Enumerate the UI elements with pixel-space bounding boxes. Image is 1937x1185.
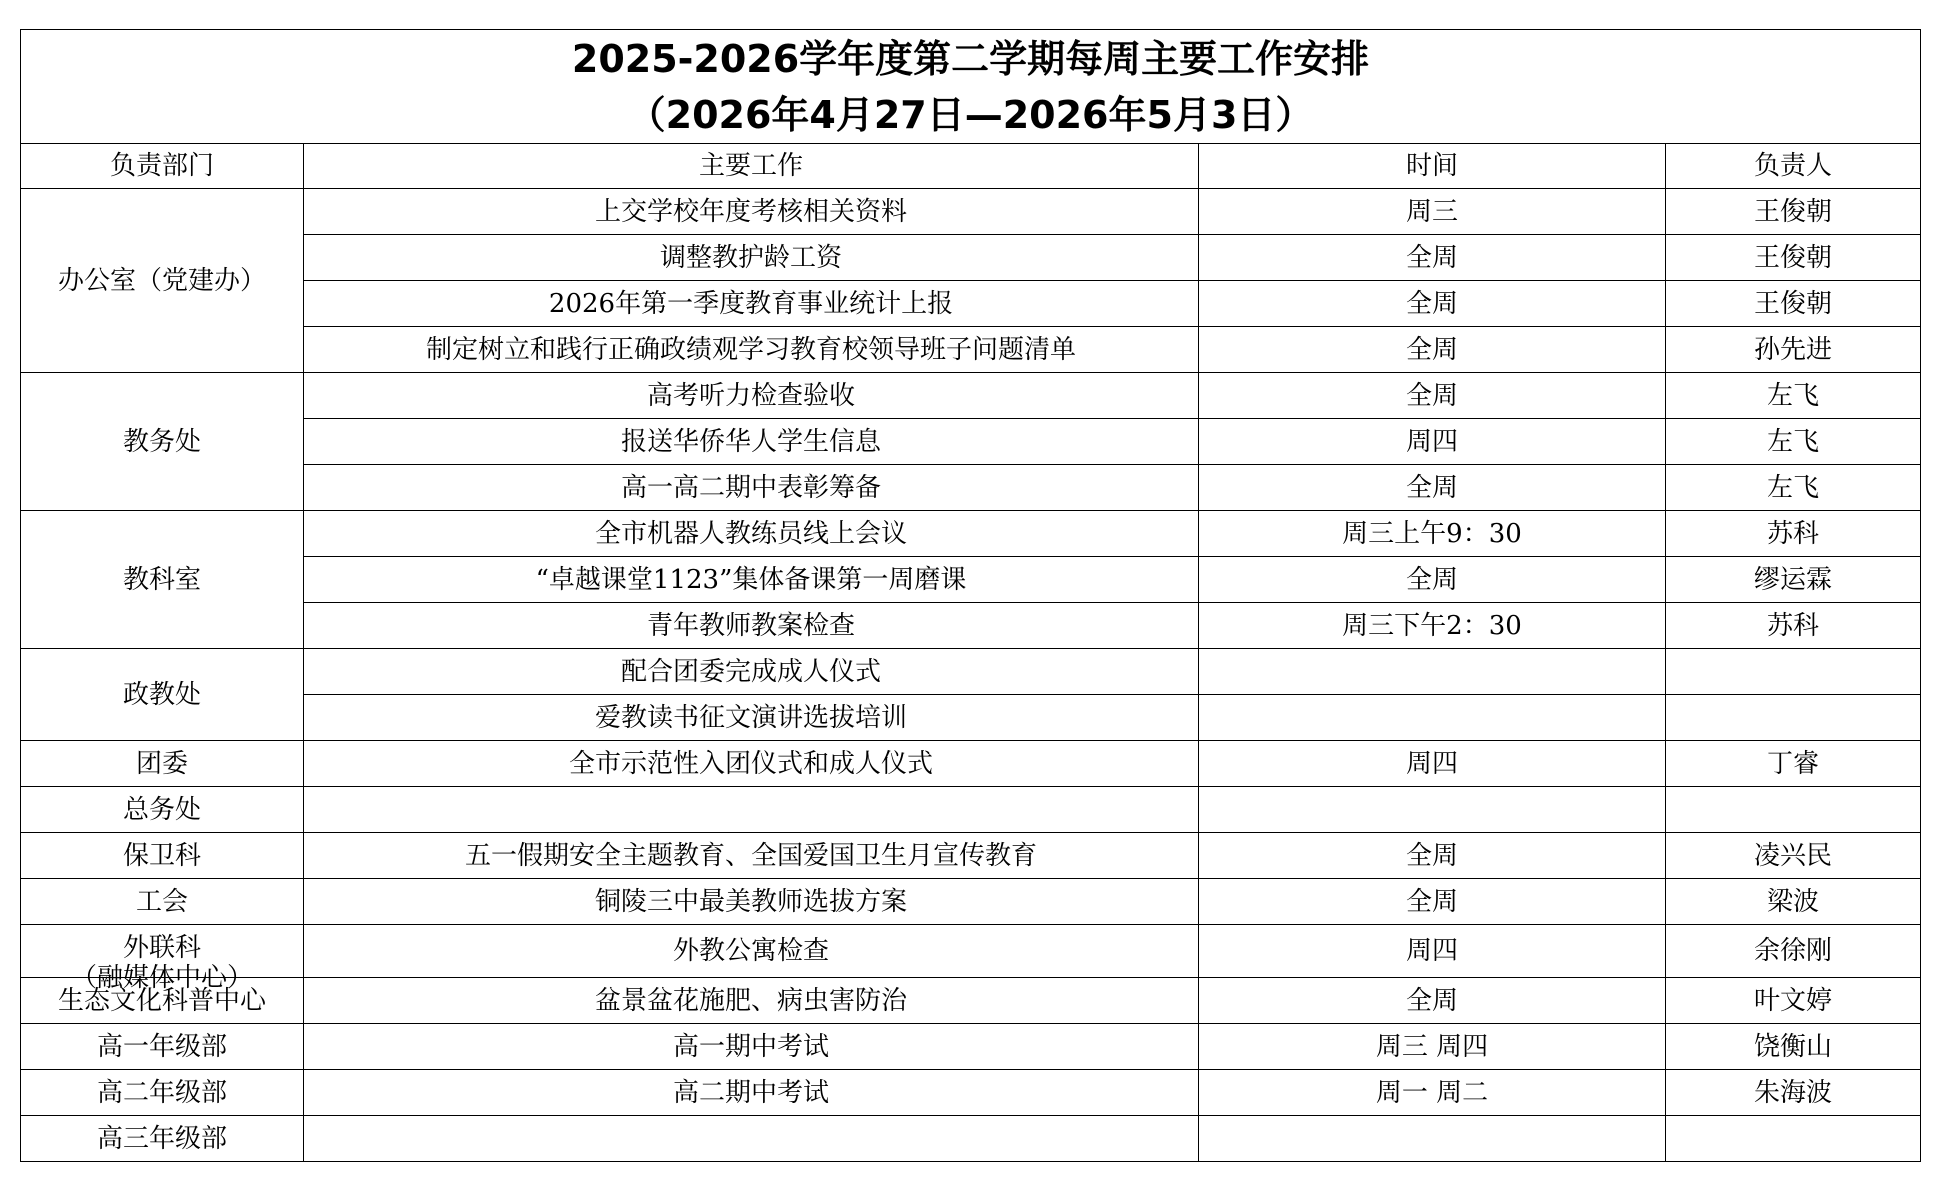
dept-label: 外联科 [122,933,201,963]
table-row [21,649,1921,695]
time-cell [1199,787,1666,833]
dept-cell: 办公室（党建办） [21,189,304,373]
time-cell: 全周 [1199,281,1666,327]
work-cell: 上交学校年度考核相关资料 [304,189,1199,235]
person-cell [1666,695,1921,741]
work-cell: 外教公寓检查 [304,925,1199,978]
work-cell: 全市机器人教练员线上会议 [304,511,1199,557]
table-row [21,281,1921,327]
person-cell: 叶文婷 [1666,978,1921,1024]
dept-sublabel: （融媒体中心） [70,963,253,993]
person-cell: 朱海波 [1666,1070,1921,1116]
person-cell [1666,649,1921,695]
work-cell [304,787,1199,833]
time-cell [1199,1116,1666,1162]
work-cell: 高考听力检查验收 [304,373,1199,419]
table-row [21,787,1921,833]
work-cell: 五一假期安全主题教育、全国爱国卫生月宣传教育 [304,833,1199,879]
table-row [21,189,1921,235]
table-row [21,557,1921,603]
work-cell: “卓越课堂1123”集体备课第一周磨课 [304,557,1199,603]
person-cell: 苏科 [1666,603,1921,649]
time-cell [1199,695,1666,741]
table-body [21,189,1921,1162]
dept-cell: 高二年级部 [21,1070,304,1116]
table-row [21,327,1921,373]
table-row [21,741,1921,787]
work-cell: 高二期中考试 [304,1070,1199,1116]
time-cell [1199,649,1666,695]
time-cell: 周四 [1199,925,1666,978]
table-row [21,511,1921,557]
header-dept: 负责部门 [21,144,304,189]
table-row [21,1070,1921,1116]
table-row [21,978,1921,1024]
time-cell: 周三上午9：30 [1199,511,1666,557]
dept-cell: 高三年级部 [21,1116,304,1162]
time-cell: 全周 [1199,235,1666,281]
person-cell: 梁波 [1666,879,1921,925]
dept-cell [21,925,304,993]
person-cell: 丁睿 [1666,741,1921,787]
person-cell: 左飞 [1666,373,1921,419]
work-cell: 2026年第一季度教育事业统计上报 [304,281,1199,327]
dept-cell: 保卫科 [21,833,304,879]
table-title [21,30,1921,144]
work-cell: 报送华侨华人学生信息 [304,419,1199,465]
person-cell: 左飞 [1666,465,1921,511]
person-cell: 苏科 [1666,511,1921,557]
work-cell: 制定树立和践行正确政绩观学习教育校领导班子问题清单 [304,327,1199,373]
time-cell: 全周 [1199,327,1666,373]
time-cell: 周三下午2：30 [1199,603,1666,649]
work-cell: 高一高二期中表彰筹备 [304,465,1199,511]
work-cell: 调整教护龄工资 [304,235,1199,281]
title-line-2: （2026年4月27日—2026年5月3日） [627,92,1314,137]
person-cell: 左飞 [1666,419,1921,465]
header-time: 时间 [1199,144,1666,189]
time-cell: 全周 [1199,557,1666,603]
table-row [21,603,1921,649]
table-row [21,879,1921,925]
person-cell: 凌兴民 [1666,833,1921,879]
work-cell [304,1116,1199,1162]
time-cell: 全周 [1199,373,1666,419]
time-cell: 周三 周四 [1199,1024,1666,1070]
person-cell: 王俊朝 [1666,189,1921,235]
work-cell: 全市示范性入团仪式和成人仪式 [304,741,1199,787]
table-row [21,833,1921,879]
header-row [21,144,1921,189]
work-cell: 爱教读书征文演讲选拔培训 [304,695,1199,741]
dept-cell: 生态文化科普中心 [21,978,304,1024]
person-cell [1666,1116,1921,1162]
person-cell: 缪运霖 [1666,557,1921,603]
table-row [21,695,1921,741]
person-cell: 孙先进 [1666,327,1921,373]
table-row [21,925,1921,978]
table-row [21,373,1921,419]
time-cell: 全周 [1199,465,1666,511]
dept-cell: 教科室 [21,511,304,649]
dept-cell: 工会 [21,879,304,925]
table-row [21,1116,1921,1162]
table-row [21,419,1921,465]
work-cell: 配合团委完成成人仪式 [304,649,1199,695]
work-cell: 铜陵三中最美教师选拔方案 [304,879,1199,925]
dept-cell: 总务处 [21,787,304,833]
person-cell: 王俊朝 [1666,235,1921,281]
person-cell: 饶衡山 [1666,1024,1921,1070]
table-row [21,465,1921,511]
dept-cell: 高一年级部 [21,1024,304,1070]
work-cell: 盆景盆花施肥、病虫害防治 [304,978,1199,1024]
time-cell: 周四 [1199,741,1666,787]
time-cell: 全周 [1199,879,1666,925]
person-cell [1666,787,1921,833]
person-cell: 余徐刚 [1666,925,1921,978]
time-cell: 全周 [1199,833,1666,879]
dept-cell: 政教处 [21,649,304,741]
table-row [21,235,1921,281]
time-cell: 周四 [1199,419,1666,465]
work-cell: 高一期中考试 [304,1024,1199,1070]
person-cell: 王俊朝 [1666,281,1921,327]
title-line-1: 2025-2026学年度第二学期每周主要工作安排 [571,36,1370,81]
time-cell: 全周 [1199,978,1666,1024]
header-person: 负责人 [1666,144,1921,189]
work-cell: 青年教师教案检查 [304,603,1199,649]
weekly-schedule-table [20,29,1921,1162]
table-row [21,1024,1921,1070]
header-work: 主要工作 [304,144,1199,189]
time-cell: 周一 周二 [1199,1070,1666,1116]
time-cell: 周三 [1199,189,1666,235]
dept-cell: 团委 [21,741,304,787]
dept-cell: 教务处 [21,373,304,511]
dept-label-wrap [21,933,303,993]
